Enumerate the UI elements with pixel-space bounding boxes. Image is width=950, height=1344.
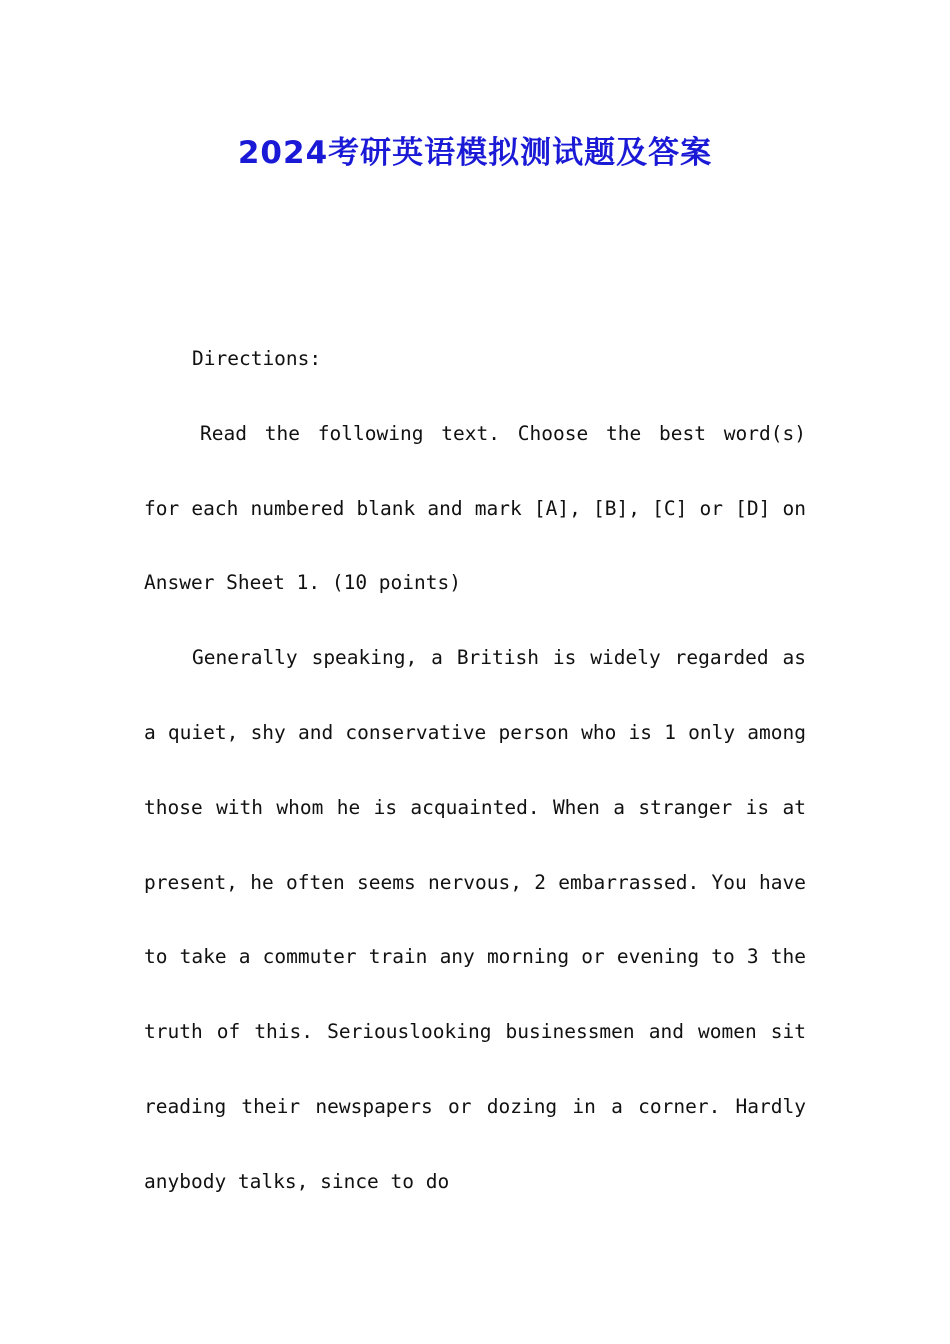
- instructions-paragraph: Read the following text. Choose the best word(s) for each numbered blank and mark [A], [B], [C] or [D] on Answer Sheet 1. (10 points): [144, 421, 806, 595]
- document-body: [144, 322, 806, 1220]
- passage-paragraph: Generally speaking, a British is widely regarded as a quiet, shy and conservative person who is 1 only among those with whom he is acquainted. When a stranger is at present, he often seems nervous, 2 embarrassed. You have to take a commuter train any morning or evening to 3 the truth of this. Seriouslooking businessmen and women sit reading their newspapers or dozing in a corner. Hardly anybody talks, since to do: [144, 646, 806, 1193]
- document-title: 2024考研英语模拟测试题及答案: [237, 135, 713, 171]
- directions-heading: Directions:: [192, 347, 322, 370]
